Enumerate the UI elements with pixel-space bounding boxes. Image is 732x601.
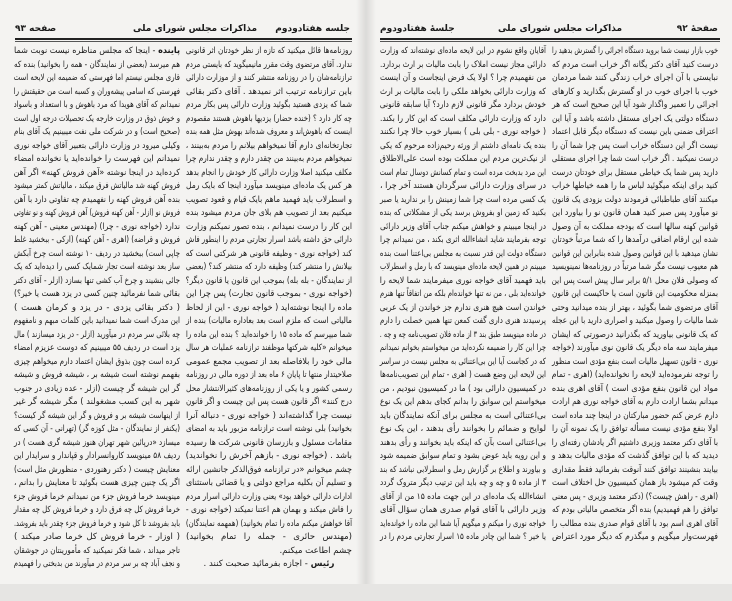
text-line: در سرای وزارت دارائی سرگردان هستند آخر چرا ، (380, 181, 546, 191)
text-line: نو میآورد پس صبر کنید همان قانون نو را بیاورد این (552, 208, 718, 218)
text-line: اعتراف ضمنی باین نیست که دستگاه دیگر قابل اعتماد (551, 127, 718, 137)
text-line: بیلانش را منتشر کند) وظیفه دارد که منتشر کند؟ (بعضی (185, 262, 352, 272)
text-line: نبایستی با آن اجرای خراب زندگی کنند شما مردمان (552, 73, 718, 83)
scan-margin (0, 584, 732, 601)
text-line: بفهمم نوشته است شیشه بر ، شیشه فروش و شیشه (14, 370, 180, 380)
text-line: هم میرسد (بعضی از نمایندگان - همه را بخوانید) بنده که (14, 59, 180, 70)
text-line: میکنیم بعد از تصویب هم بلای جان مردم میشود بنده (186, 208, 352, 218)
text-line: ساز بعد نوشته است تجار شمایک کسی را دیده‌اید که یک (14, 262, 180, 272)
text-line: این مدرک است شما نمیدانید باین کلمات مبهم و نامفهوم (13, 316, 180, 326)
speaker-name: پاینده (158, 46, 180, 56)
text-line: ( اوزار - خرما فروش کل خرما صادر میکند ) (14, 532, 180, 542)
text-line: که در کجاست آیا این بی‌اعتنائی به مجلس نیست در سراسر (379, 356, 546, 367)
text-line: چرا این کار را ضمیمه نکرده‌اید من میخواستم بخوانم نمیدانم (380, 343, 546, 353)
text-line: دارم عرض کنم حضور مبارکتان در اینجا چند ماده است (551, 410, 718, 421)
text-line: میسازد «درپائین شهر تهران هنوز شیشه گری هست ) در (14, 437, 180, 448)
text-line: و تسلیم آن بکلیه مراجع دولتی و یا قضائی باستثنای (185, 478, 352, 488)
right-page (366, 0, 732, 601)
text-line: مواد این قانون بنفع مؤدی است ) آقای اهری بنده (551, 383, 718, 394)
text-line: مالی خود را بلافاصله بعد از تصویب مجمع عمومی (186, 356, 352, 367)
text-line: از نمایندگان - بله بله) بموجب این قانون یا قانون دیگر؟ (185, 275, 352, 286)
text-line: توجه بفرمایند شاید انشاءالله اثری بکند ، من نمیدانم چرا (380, 235, 546, 245)
text-line: معنایش چیست ( دکتر رهنوردی - منظورش مثل است) (14, 464, 180, 475)
text-line: میبینم در همین لایحه ماده‌ای مینویسد که با رمل و اسطرلاب (379, 262, 546, 272)
text-line: مقامات مسئول و بازرسان قانونی شرکت ها رسیده (186, 437, 352, 448)
text-line: در ماده مینویسد طبق بند ۳ از ماده فلان تصویب‌نامه چه و چه . (379, 329, 546, 340)
text-line: بقائی شما نفرمائید چنین کسی در یزد هست یا خیر؟) (14, 289, 180, 299)
text-line: (صحیح است) و در شرکت ملی نفت میبینیم یک آقای بنام (14, 127, 180, 137)
text-line: پرسیدند هنری داری گفت کمعن تنها همین خصلت را دارم (380, 316, 546, 326)
text-line: (اهری - راهش چیست؟) (دکتر معتمد وزیری - پس معنی (552, 491, 718, 502)
text-line: ماده را اینجا نوشته‌اید ( خواجه نوری - این از لحاظ (185, 302, 352, 313)
speaker-name: رئیس (310, 559, 335, 569)
text-line: میخواستم این سوابق را بدانم کجای بدهم این یک نوع (379, 397, 546, 407)
text-line: باید بفروشد تا کل شود و خرما فروش جزء چقدر باید بفروشد. (14, 518, 180, 529)
text-line: نشان میدهید با این قوانین وصول شده بنابراین این قوانین (552, 248, 718, 259)
text-line: لوایح و ضمائم را بخوانند رأی بدهند ، این یک نوع (380, 424, 546, 434)
text-line: درست کنید آقای دکتر یگانه اگر خراب است مردم که (552, 59, 718, 70)
text-line: دستگاه دولتی یک اجرای مستقل داشته باشد و آیا این (552, 113, 718, 124)
text-line: در کمیسیون دارائی بود ) ما در کمیسیون نبودیم ، من (379, 383, 546, 394)
text-line: و نجف آباد چه بر سر مردم در میآورند من بدبختی را فهمیدم (13, 559, 181, 569)
text-line: آقای اهری اسم بود با آقای قوام صدری بنده مطالب را (551, 518, 718, 529)
header-rule (15, 38, 352, 40)
text-line: وقت کم میشود باز همان کمیسیون حل اختلاف است (552, 478, 718, 488)
text-line: ترازنامه‌شان را در روزنامه منتشر کنند و از موزارت دارائی (186, 73, 352, 83)
text-line: بیایند بنشینند توافق کنند آنوقت بفرمائید فقط مقداری (552, 464, 718, 475)
text-column-right (552, 45, 718, 545)
speaker-line (14, 45, 180, 59)
text-line: چه بلائی سر مردم در میآورید (ازلر - در یزد میسازند ) مال (14, 329, 180, 340)
text-line: چشم میخوانم «در ترازنامه فوق‌الذکر جانشین ارائه (186, 464, 352, 475)
text-line: فروش کهنه شد مالیاتش فرق میکند ، مالیاتش کمتر میشود (14, 181, 180, 191)
text-line: بمنزله محکومیت این قانون است یا حاکیست این قانون (552, 289, 718, 299)
text-line: انشاءالله یک ماده‌ای در این جهت ماده ۱۵ من از آقای (380, 491, 546, 502)
text-line: شما مالیات را وصول میکنید و اصراری دارید با این عجله (551, 316, 718, 326)
text-line: و این رویه باید عوض بشود و تمام سوابق ضمیمه شود (379, 451, 546, 461)
text-line: این مرد بدبخت مرده است و تمام کسانش دوسال تمام است (379, 167, 546, 178)
text-line: هر کس یک ماده‌ای مینویسد میآورد اینجا که بایک رمل (186, 181, 352, 191)
text-line: اینست که باهوش‌اند و معروف شده‌اند بهوش مثل همه بنده (186, 127, 352, 137)
text-line: درج کنند» اگر قانون هست پس این چیست و اگر قانون (186, 397, 352, 407)
text-line: (خواجه نوری - بموجب قانون تجارت) پس چرا این (186, 289, 352, 299)
text-line: فروش و قراضه) (اهری - آهن کهنه) (ارکی - ببخشید غلط (13, 235, 180, 245)
text-line: دارائی حق داشته باشد اسرار تجارتی مردم را اینطور فاش (185, 235, 352, 245)
text-line: بی‌اعتنائی است بآن که اینکه باید بخوانند و رأی بدهند (380, 437, 546, 448)
text-line: بنده آهن فروش کهنه را نفهمیدم چه تفاوتی دارد با آهن (14, 194, 180, 205)
text-line: بی‌اعتنائی است به مجلس برای آنکه نمایندگان باید (379, 410, 546, 421)
text-line: (مهندس حائری - جمله را تمام بخوانید) (186, 532, 352, 542)
text-line: باشد . (خواجه نوری - بازهم آخرش را نخواندید) (185, 451, 352, 461)
book-gutter-shadow (356, 0, 376, 601)
text-line: نیست چرا گذاشته‌اند ( خواجه نوری - دنباله آنرا (186, 410, 352, 421)
text-line: جائی بنشیند و چرخ آب کشی تنها بسازد (ازلر - آقای دکتر (14, 275, 180, 286)
text-line: از اینهاست شیشه بر و فروش و گر این شیشه گر کیست؟ (14, 410, 180, 421)
text-column-left (380, 45, 546, 545)
text-line: کرده است چون بذوق ایشان اعتماد دارم میخواهم چیزی (14, 356, 180, 367)
text-line: کرده‌اید در اینجا نوشته «آهن فروش کهنه» اگر آهن (13, 167, 181, 178)
text-line: یک کسی مرده است چرا شما زمینش را بر ندارید یا صبر (380, 194, 546, 205)
text-line: کنید برای اینکه میگوئید لباس ما را همه خیاطها خراب (552, 181, 718, 191)
text-line: یزد است در ردیف ۵۵ میبینیم که دوست عزیزم امضاء (13, 343, 180, 353)
text-line: با آقای دکتر معتمد وزیری داشتیم اگر یادشان رفته‌ای را (551, 437, 718, 448)
speaker-line (186, 558, 352, 572)
header-rule-thin (15, 41, 352, 42)
text-line: نمیدانم که آقای هویدا که مرد باهوش و با استعداد و باسواد (13, 100, 181, 110)
text-line: را فاش میکند و بهمان هم اعتنا نمیکند (خواجه نوری - (185, 505, 352, 515)
text-line: بنده یک نامه‌ای داشتم از ورثه رحیم‌زاده مرحوم که یکی (380, 140, 546, 151)
text-line: را توجه نفرموده‌اید لایحه را نخوانده‌اید) (اهری - تمام (551, 370, 718, 380)
text-line: ( دکتر بقائی یزدی - در یزد و کرمان هست ) (14, 302, 180, 313)
text-line: از نیک‌ترین مردم این مملکت بوده است علی‌الاطلاق (379, 154, 546, 164)
text-line: میفرمایند سه ماه دیگر یک قانون نوی میآورند (خواجه (551, 343, 718, 353)
page-number: صفحه ۹۳ (15, 24, 57, 34)
session-title: جلسهٔ هفتادودوم (380, 24, 455, 34)
text-line: آقای مرتضوی شما بگوئید ، بهتر از بنده میدانید وحتی (551, 302, 718, 313)
text-line: دارائی مجاز نیست املاک را بابت مالیات بر ارث بردارد. (379, 59, 546, 70)
text-line: مینویسد خرما فروش جزء من نمیدانم خرما فروش جزء (13, 491, 180, 502)
text-line: مکلف میکنید اصلا وزارت دارائی کار خودش را انجام بدهد (185, 167, 352, 178)
text-line: خوب با اجرای خوب در او گسترش بگذارید و کارهای (552, 86, 718, 97)
text-line: گر این شیشه گر چیست (ازلر - عده زیادی در جنوب (13, 383, 181, 394)
text-line: شده این ارقام اضافی درآمدها را که شما مرتباً خودتان (552, 235, 718, 245)
header-rule-thin (380, 41, 720, 42)
text-line: من نفهمیدم چرا ؟ اولا یک فرض اینجاست و آن اینست (380, 73, 546, 83)
text-line: میکنند آقای طباطبائی فرمودند دولت بزودی یک قانون (552, 194, 718, 205)
text-line: و خوش ذوق در وزارت خارجه یک تحصیلات درجه اول است (13, 113, 180, 124)
text-line: چشم اطاعت میکنم. (279, 545, 352, 556)
session-title: جلسه هفتادودوم (275, 24, 350, 34)
text-line: فهرستی که اسامی پیشه‌وران و کسبه است من حقیقتش را (13, 86, 180, 97)
text-line: رسمی کشور و یا یکی از روزنامه‌های کثیرالانتشار محل (186, 383, 352, 394)
text-column-right (186, 45, 352, 572)
text-column-left (14, 45, 180, 572)
text-line: چه کار دارد ؟ (خنده حضار) یزدیها باهوش هستند مقصودم (186, 113, 352, 124)
text-line: فروش نو (ازلر - آهن کهنه فروش) آهن فروش کهنه و نو تفاوتی (13, 208, 180, 218)
left-page-header (15, 24, 350, 38)
text-line: خوانده‌اید بلی ، من نه تنها خوانده‌ام بلکه من اتفاقاً تنها هنرم (380, 289, 546, 299)
text-line: میدانم بشما ارادت دارم به آقای خواجه نوری هم ارادت (552, 397, 718, 407)
right-page-header (380, 24, 718, 38)
text-line: آقا خواهش میکنم ماده را تمام بخوانید) (همهمه نمایندگان) (185, 518, 352, 529)
text-line: خودش بردارد مگر قانونی لازم دارد؟ آیا سابقه قانونی (379, 100, 546, 110)
text-line: در اینجا میبینم و خواهش میکنم جناب آقای وزیر دارائی (379, 221, 546, 232)
text-line: وزیر دارائی با آقای قوام صدری همان سؤال آقای (380, 505, 546, 515)
text-line: وکیلی میرود در وزارت دارائی بتعبیر آقای خواجه نوری (14, 140, 180, 151)
page-number: صفحهٔ ۹۲ (676, 24, 718, 34)
text-line: دیدید که با این توافق گذشت که مؤدی مالیات بدهد و (551, 451, 718, 461)
text-line: ( خواجه نوری - بلی بلی ) بسیار خوب حالا چرا نکنند (380, 127, 546, 137)
text-line: و بیاورند و اطلاع بر گزارش رمل و اسطرلابی نباشد که بند (379, 464, 546, 475)
text-line: نوری - قانون تسهیل مالیات است بنفع مؤدی است منظور (552, 356, 718, 367)
text-line: این لایحه این وضع هست ( اهری - تمام این تصویب‌نامه‌ها (379, 370, 546, 380)
text-line: دارد که وزارت دارائی مکلف است که این کار را بکند. (380, 113, 546, 124)
text-line: فهرست‌وار میگویم و میگذرم که دیگر مورد اعتراض (552, 532, 718, 542)
text-line: بکنید که زمین او بفروش برسد یکی از مشکلاتی که بنده (379, 208, 546, 218)
text-line: دستگاه دولت این قدر نسبت به مجلس بی‌اعتنا است بنده (379, 248, 546, 259)
text-line: ندارد. آقای مرتضوی وقت مقرر مانیمیگوید که بایستی مردم (185, 59, 352, 70)
text-line: شهر به این کسب مشغولند ) مگر شیشه گر غیر (14, 397, 180, 407)
text-line: قاری مجلس نیستم اما فهرستی که ضمیمه این لایحه است (13, 73, 180, 83)
text-line: توافق را هم فهمیدیم) بنده اگر متخصص مالیاتی بودم که (552, 505, 718, 515)
text-line: نمیخواهم مردم به‌بینند من چقدر دارم و چقدر ندارم چرا (185, 154, 352, 164)
text-line: که وزارت دارائی بخواهد ملکی را بابت مالیات بر ارث (380, 86, 546, 97)
running-title: مذاکرات مجلس شورای ملی (133, 24, 258, 34)
text-line: باید فهمید آقای خواجه نوری میفرمایند شما لایحه را (379, 275, 546, 286)
text-line: اجرائی را تعمیر واگذار شود آیا این صحیح است که هر (552, 100, 718, 110)
text-line: این کار را درست نمیدانم ، بنده تصور نمیکنم وزارت (185, 221, 352, 232)
text-line: درست نمیکنید . اگر خراب است شما چرا اجرای مستقلی (551, 154, 718, 164)
text-line: خرما فروش کل چه فرق دارد و خرما فروش کل چه مقدار (13, 505, 180, 515)
text-line: صلاحیتدار منتها تا پایان ۶ ماه بعد از دوره مالی در روزنامه (186, 370, 352, 380)
text-line: یا خیر ؟ شما این چادر ماده ۱۵ اسرار تجارتی مردم را در (380, 532, 546, 542)
text-line: اگر یک چنین چیزی هست بگوئید تا معنایش را بدانم ، (14, 478, 180, 488)
text-line: تجارتخانه‌ای دارم آقا نمیخواهم بیلانم را مردم به‌بینند ، (185, 140, 352, 151)
text-line: نمیدانم این فهرست را خوانده‌اید یا نخوانده امضاء (14, 154, 180, 164)
text-line: که یک قانونی بیاورید که بگذرانید درصورتی که ایشان (551, 329, 718, 340)
text-line: خواندن است هیچ هنری ندارم جز خواندن از یک عربی (379, 302, 546, 313)
text-line: کند (خواجه نوری - وظیفه قانونی هر شرکتی است که (185, 248, 352, 259)
text-line: خواجه نوری را میکنم و میگویم آیا شما این ماده را خوانده‌اید (380, 518, 546, 529)
text-line: که وصولی فلان محل ۵/۱ برابر سال پیش است پس این (551, 275, 718, 286)
text-line: چاپی است) ببخشید در ردیف ۱۰ نوشته است چرخ آبکش (14, 248, 180, 259)
text-line: شما میپرسم که ماده ۱۵ را خوانده‌اید ؟ بنده این ماده را (185, 329, 352, 340)
text-line: اولا بنفع مؤدی نیست مسأله توافق را یک نمونه آن را (552, 424, 718, 434)
running-title: مذاکرات مجلس شورای ملی (498, 24, 623, 34)
text-line: تاجر میداند ، شما فکر نمیکنید که مأمورینتان در جوشقان (13, 545, 181, 556)
text-line: ۳ از ماده ۵ و چه و چه باید این ترتیب دیگر متروک گردد (380, 478, 546, 488)
text-line: مالیاتی است که ملزم است بعد بعاداره مالیات) بنده از (186, 316, 352, 326)
text-line: خوب بازار نیست شما بروید دستگاه اجرائی را گسترش بدهید را (552, 46, 718, 56)
text-line: باین ترازنامه ترتیب اثر نمیدهد . آقای دکتر بقائی (185, 86, 352, 97)
text-line: ردیف ۵۸ مینویسد کاروانسرادار و قپاندار و سرایدار این (13, 451, 180, 461)
text-line: (یکنفر از نمایندگان - مثل کوزه گر) (تهرانی - آن کسی که (13, 424, 181, 434)
text-line: هم معیوب نیست مگر شما مرتباً در روزنامه‌ها نمینویسید (552, 262, 718, 272)
text-line: نیست اگر این دستگاه خراب است پس چرا شما آن را (552, 140, 718, 151)
text-line: آقایان واقع نشوم در این لایحه ماده‌ای نوشته‌اند که وزارت (380, 46, 546, 56)
header-rule (380, 38, 720, 40)
speaker-text: - اینجا که مجلس مناظره نیست نوبت شما (14, 46, 159, 56)
text-line: روزنامه‌ها قائل میکنید که تازه از نظر خودتان اثر قانونی (185, 46, 352, 56)
text-line: قوانین کهنه سالها است که بودجه مملکت به آن وصول (551, 221, 718, 232)
speaker-text: - اجازه بفرمائید صحبت کنند . (203, 559, 311, 569)
text-line: و اسطرلاب باید فهمید ماهم بایک قیام و قعود تصویب (185, 194, 352, 205)
text-line: ندارد (خواجه نوری - چرا) (مهندس معینی - آهن کهنه (13, 221, 181, 232)
text-line: میخوانم «کلیه شرکتها موظفند ترازنامه عملیات هر سال (185, 343, 352, 353)
text-line: بخوانید) بلی نوشته است ترازنامه مزبور باید به امضای (185, 424, 352, 434)
text-line: دارید پس شما یک خیاطی مستقل برای خودتان درست (551, 167, 718, 178)
text-line: ادارات دارائی خواهد بود» یعنی وزارت دارائی اسرار مردم (185, 491, 352, 502)
text-line: شما که یزدی هستید بگوئید وزارت دارائی پس بکار مردم (186, 100, 352, 110)
